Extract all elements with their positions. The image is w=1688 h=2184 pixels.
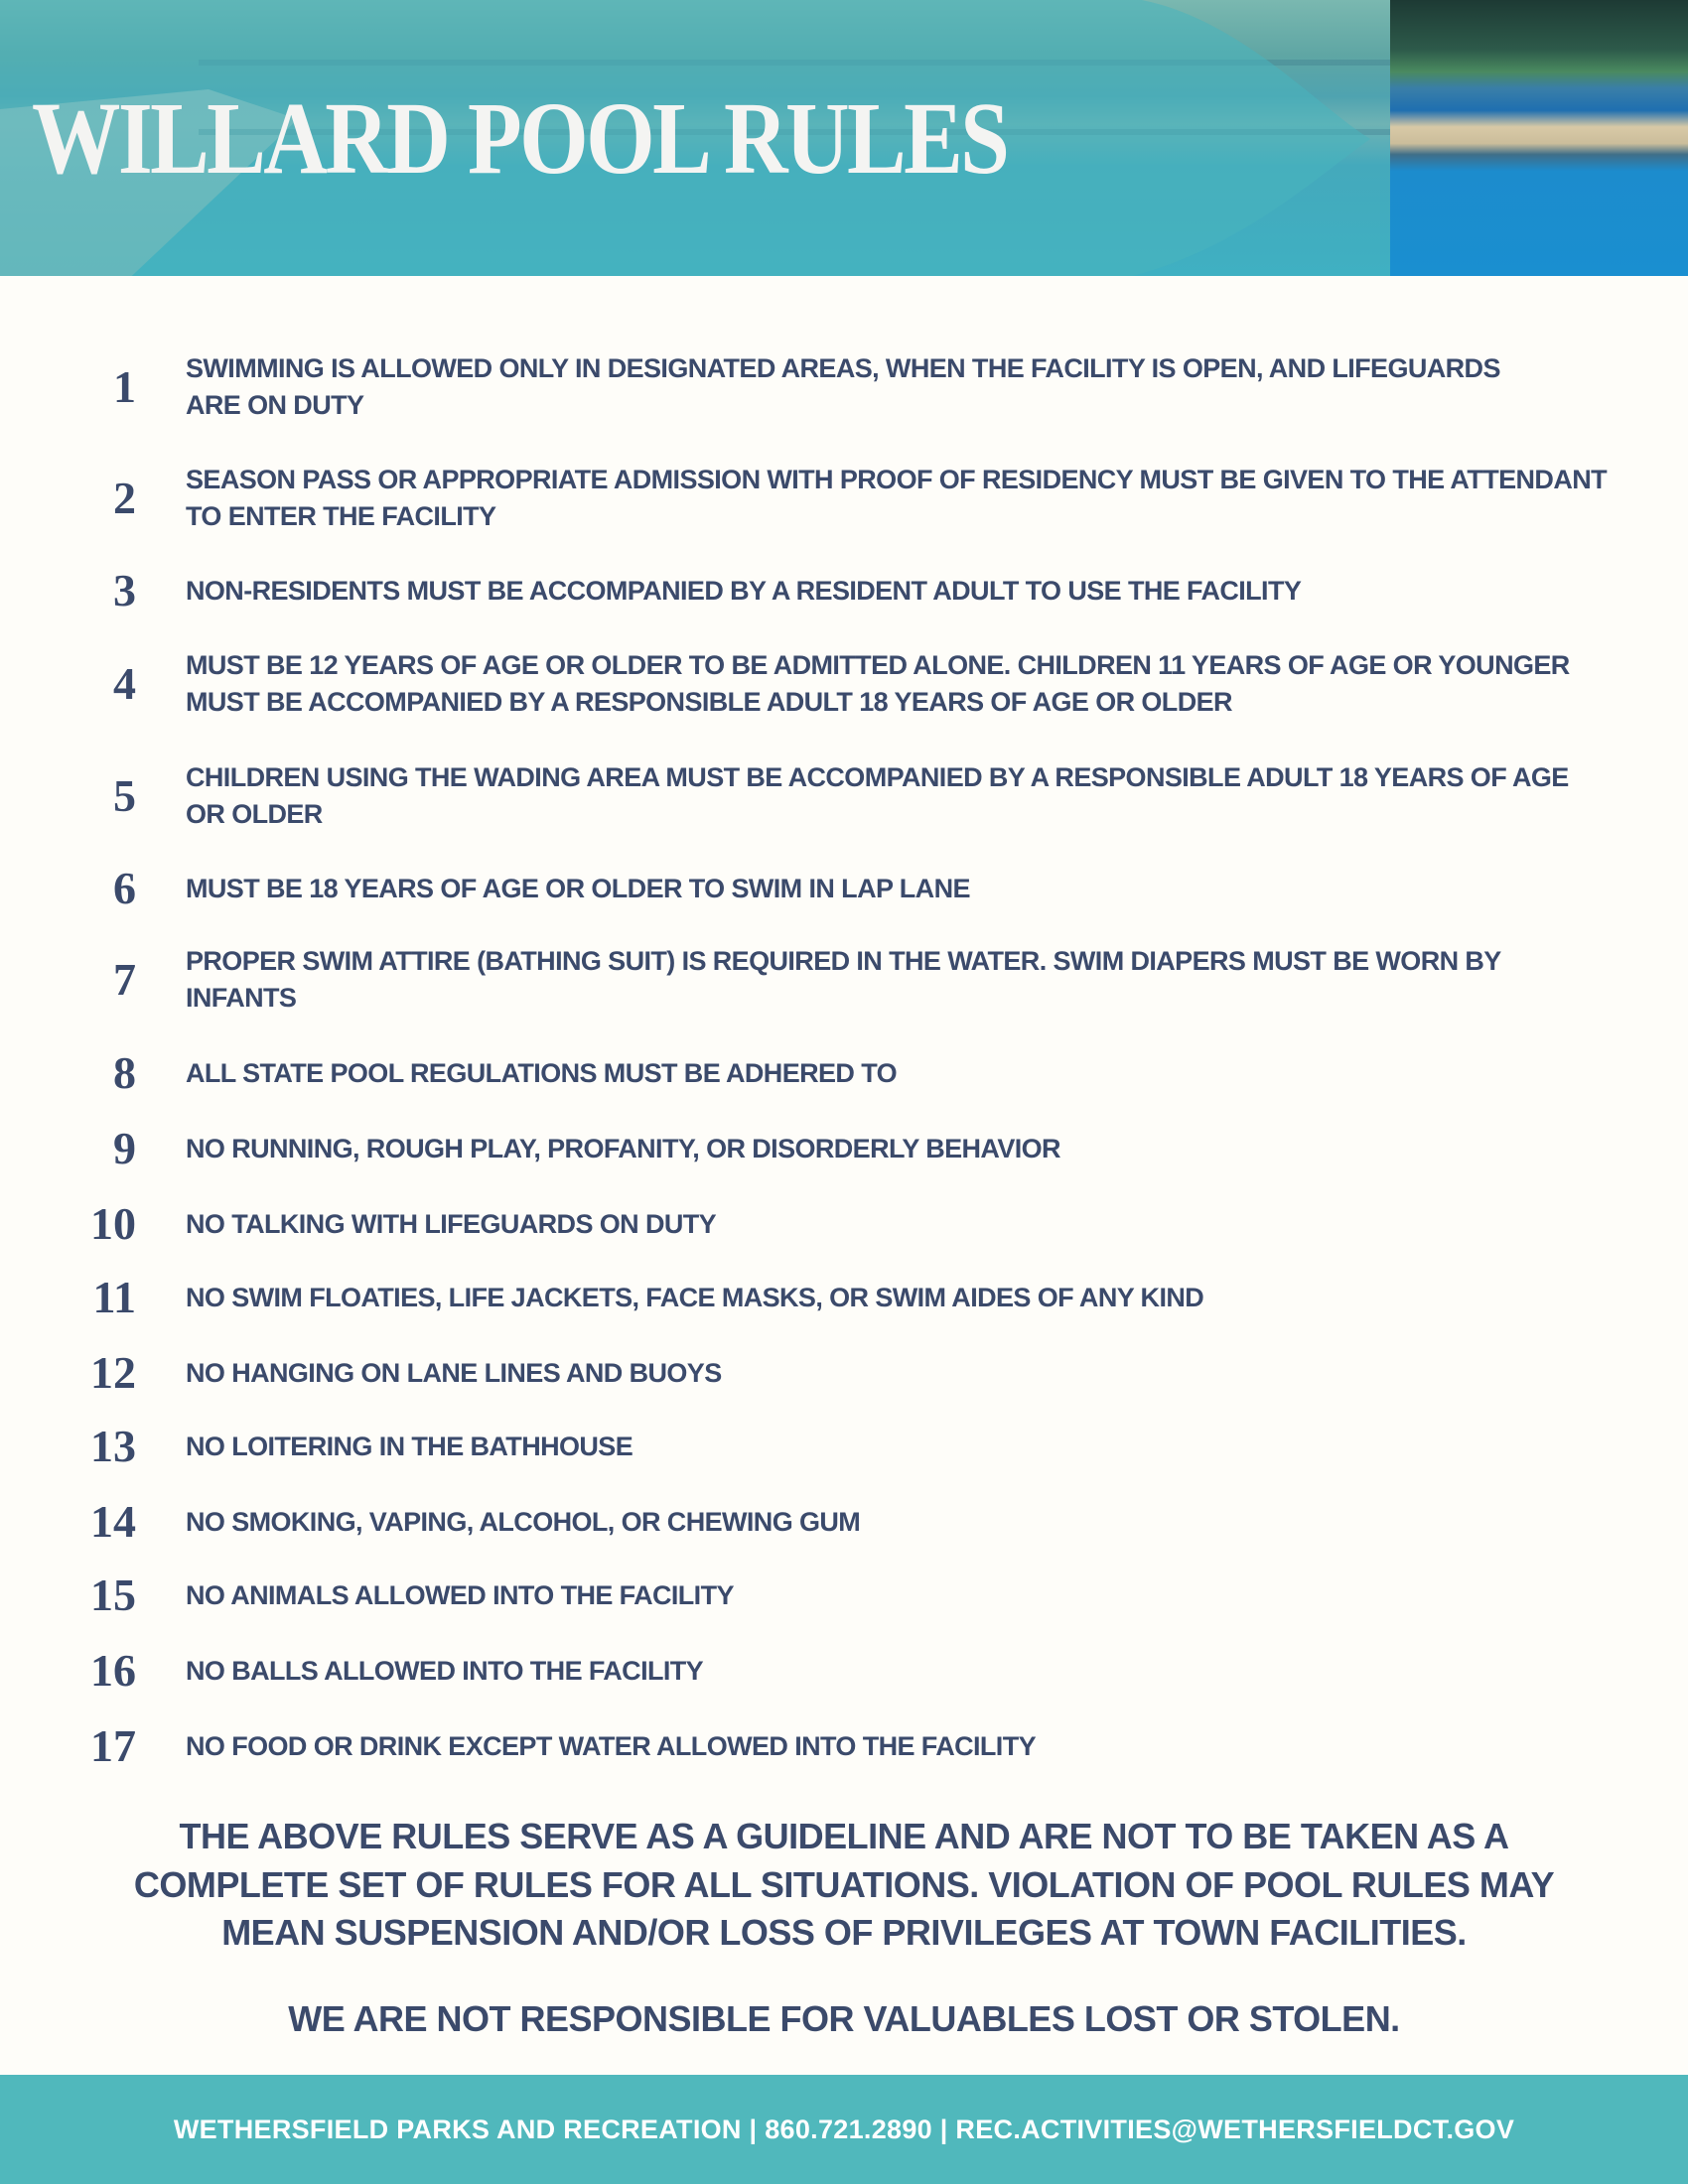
rule-item [0, 759, 1688, 833]
rule-text: NO ANIMALS ALLOWED INTO THE FACILITY [186, 1579, 734, 1610]
rule-item [0, 1123, 1688, 1173]
rule-text: NO FOOD OR DRINK EXCEPT WATER ALLOWED INTO THE FACILITY [186, 1730, 1036, 1761]
rule-number: 9 [113, 1123, 136, 1173]
rule-item [0, 943, 1688, 1017]
rule-item [0, 647, 1688, 721]
rule-item [0, 350, 1688, 424]
rule-number: 11 [92, 1272, 136, 1322]
rule-number: 1 [113, 361, 136, 412]
rule-number: 3 [113, 565, 136, 615]
rule-number: 16 [90, 1645, 136, 1696]
rule-text: ALL STATE POOL REGULATIONS MUST BE ADHERED TO [186, 1057, 898, 1088]
rule-number: 4 [113, 658, 136, 709]
rule-item [0, 462, 1688, 535]
rule-item [0, 1645, 1688, 1696]
rule-item [0, 1572, 1688, 1618]
footer-contact-text: WETHERSFIELD PARKS AND RECREATION | 860.721.2890 | REC.ACTIVITIES@WETHERSFIELDCT.GOV [173, 2114, 1515, 2144]
page-title: WILLARD POOL RULES [32, 81, 1008, 196]
footer-bar [0, 2075, 1688, 2184]
rule-item [0, 1198, 1688, 1249]
rule-text: NO HANGING ON LANE LINES AND BUOYS [186, 1357, 722, 1388]
rule-text: NO BALLS ALLOWED INTO THE FACILITY [186, 1655, 704, 1686]
header-banner [0, 0, 1688, 276]
rule-text: SEASON PASS OR APPROPRIATE ADMISSION WITH PROOF OF RESIDENCY MUST BE GIVEN TO THE ATTENDANT TO ENTER THE FACILITY [186, 465, 1608, 531]
rule-text: NO LOITERING IN THE BATHHOUSE [186, 1431, 633, 1461]
rule-text: CHILDREN USING THE WADING AREA MUST BE ACCOMPANIED BY A RESPONSIBLE ADULT 18 YEARS OF AGE OR OLDER [186, 762, 1569, 829]
rule-number: 14 [90, 1496, 136, 1547]
rule-item [0, 1272, 1688, 1322]
rule-item [0, 1047, 1688, 1098]
disclaimer-text: THE ABOVE RULES SERVE AS A GUIDELINE AND ARE NOT TO BE TAKEN AS A COMPLETE SET OF RULES FOR ALL SITUATIONS. VIOLATION OF POOL RULES MAY MEAN SUSPENSION AND/OR LOSS OF PRIVILEGES AT TOWN FACILITIES. [133, 1816, 1555, 1953]
rule-number: 7 [113, 954, 136, 1005]
rule-number: 13 [90, 1421, 136, 1471]
rule-number: 10 [90, 1198, 136, 1249]
rule-number: 5 [113, 770, 136, 821]
rule-text: SWIMMING IS ALLOWED ONLY IN DESIGNATED AREAS, WHEN THE FACILITY IS OPEN, AND LIFEGUARDS ARE ON DUTY [186, 353, 1500, 420]
rule-item [0, 1496, 1688, 1547]
rule-text: PROPER SWIM ATTIRE (BATHING SUIT) IS REQUIRED IN THE WATER. SWIM DIAPERS MUST BE WORN BY INFANTS [186, 946, 1501, 1013]
rule-text: MUST BE 18 YEARS OF AGE OR OLDER TO SWIM IN LAP LANE [186, 873, 970, 903]
rule-text: NON-RESIDENTS MUST BE ACCOMPANIED BY A RESIDENT ADULT TO USE THE FACILITY [186, 575, 1302, 606]
rule-text: NO SWIM FLOATIES, LIFE JACKETS, FACE MASKS, OR SWIM AIDES OF ANY KIND [186, 1282, 1204, 1312]
rule-item [0, 1421, 1688, 1471]
rule-number: 15 [90, 1570, 136, 1620]
rule-item [0, 1720, 1688, 1771]
rule-text: NO TALKING WITH LIFEGUARDS ON DUTY [186, 1208, 717, 1239]
rule-number: 6 [113, 863, 136, 913]
rule-text: MUST BE 12 YEARS OF AGE OR OLDER TO BE ADMITTED ALONE. CHILDREN 11 YEARS OF AGE OR YOUNGER MUST BE ACCOMPANIED BY A RESPONSIBLE ADULT 18 YEARS OF AGE OR OLDER [186, 650, 1570, 717]
rule-number: 2 [113, 473, 136, 523]
rule-item [0, 565, 1688, 615]
rule-text: NO RUNNING, ROUGH PLAY, PROFANITY, OR DISORDERLY BEHAVIOR [186, 1133, 1060, 1163]
rule-item [0, 863, 1688, 913]
rule-number: 17 [90, 1720, 136, 1771]
rule-item [0, 1347, 1688, 1398]
rule-text: NO SMOKING, VAPING, ALCOHOL, OR CHEWING GUM [186, 1506, 861, 1537]
rule-number: 8 [113, 1047, 136, 1098]
rule-number: 12 [90, 1347, 136, 1398]
valuables-notice: WE ARE NOT RESPONSIBLE FOR VALUABLES LOST OR STOLEN. [288, 1998, 1400, 2039]
